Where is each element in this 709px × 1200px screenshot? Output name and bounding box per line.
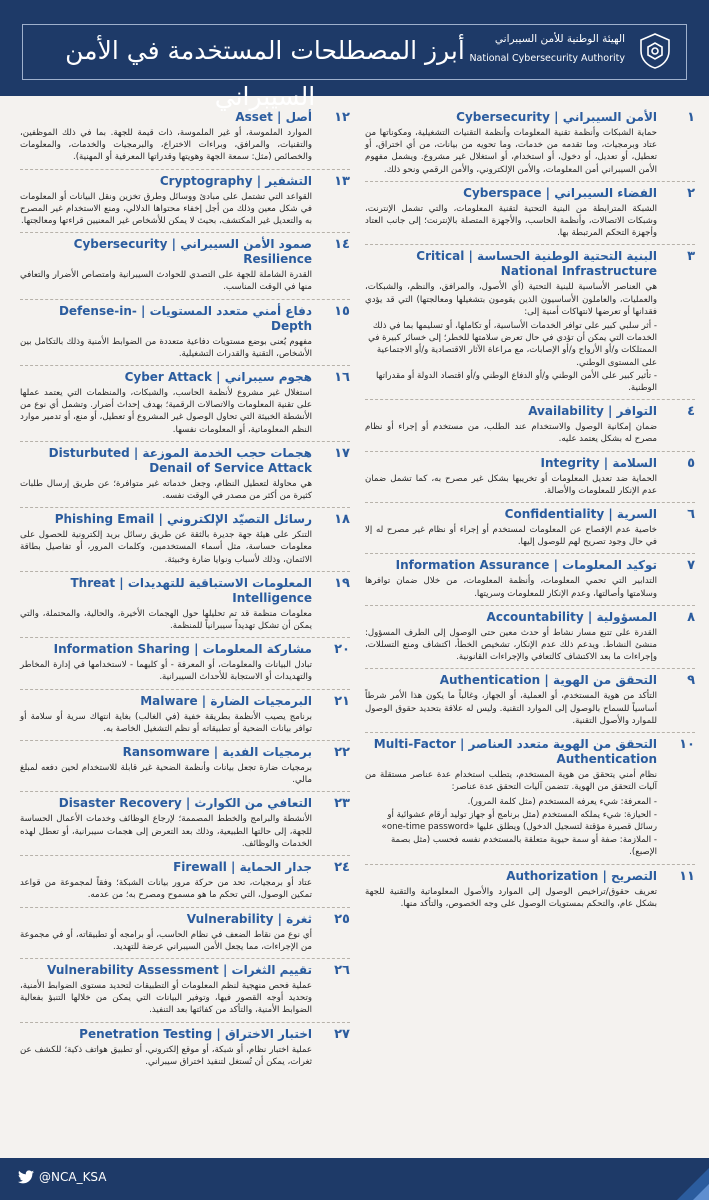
org-name-arabic: الهيئة الوطنية للأمن السيبراني bbox=[494, 33, 625, 45]
term-item bbox=[20, 860, 350, 907]
term-number: ١٣ bbox=[334, 173, 350, 189]
term-bullet: - تأثير كبير على الأمن الوطني و/أو الدفاع الوطني و/أو اقتصاد الدولة أو مقدراتها الوطنية. bbox=[376, 370, 657, 394]
term-description: الأنشطة والبرامج والخطط المصممة؛ لإرجاع الوظائف وخدمات الأعمال الحساسة للجهة، إلى حالتها الطبيعية، وذلك بعد التعرض إلى هجمات سيبرانية، أو تعطل لهذه الخدمات والوظائف. bbox=[20, 814, 312, 849]
term-item bbox=[20, 576, 350, 638]
term-heading bbox=[20, 304, 350, 334]
term-heading bbox=[20, 745, 350, 760]
term-title: التوافر | Availability bbox=[528, 404, 657, 419]
term-item bbox=[20, 745, 350, 792]
term-description: عملية فحص منهجية لنظم المعلومات أو التطبيقات لتحديد مستوى الضوابط الأمنية، وتحديد أوجه القصور فيها، وتوفير البيانات التي يمكن من خلالها التنبؤ بفعالية الضوابط الأمنية، والتأكد من كفائتها بعد التنفيذ. bbox=[20, 980, 312, 1016]
term-description: ضمان إمكانية الوصول والاستخدام عند الطلب، من مستخدم أو إجراء أو نظام مصرح له بشكل يعتمد عليه. bbox=[365, 422, 657, 445]
term-heading bbox=[365, 110, 695, 125]
term-title: التحقق من الهوية | Authentication bbox=[439, 673, 657, 688]
term-description: الموارد الملموسة، أو غير الملموسة، ذات قيمة للجهة. بما في ذلك الموظفين، والتقنيات، والمرافق، وبراءات الاختراع، والبرمجيات والخدمات، والمعلومات والخصائص (مثل: سمعة الجهة وهويتها وقدراتها المعرفية أو المهنية). bbox=[20, 128, 312, 163]
term-number: ٨ bbox=[687, 609, 695, 625]
term-heading bbox=[20, 370, 350, 385]
term-description: تعريف حقوق/تراخيص الوصول إلى الموارد والأصول المعلوماتية والتقنية للجهة بشكل عام، والتحكم بمستويات الوصول على وجه الخصوص، والتأكد منها. bbox=[365, 886, 657, 909]
term-description: استغلال غير مشروع لأنظمة الحاسب، والشبكات، والمنظمات التي يعتمد عملها على تقنية المعلومات والاتصالات الرقمية؛ بهدف إحداث أضرار. وتشمل أي نوع من الأنشطة الخبيثة التي تحاول الوصول غير المشروع أو تعطيل، أو منع، أو تدمير موارد النظم المعلوماتية، أو المعلومات نفسها. bbox=[20, 388, 312, 435]
term-item bbox=[20, 370, 350, 442]
term-item bbox=[20, 642, 350, 689]
corner-decoration bbox=[649, 1158, 709, 1200]
term-item bbox=[365, 610, 695, 670]
term-title: هجمات حجب الخدمة الموزعة | Disturbuted Denail of Service Attack bbox=[48, 445, 312, 475]
term-item bbox=[365, 558, 695, 605]
term-number: ٢ bbox=[687, 185, 695, 201]
term-title: التعافي من الكوارث | Disaster Recovery bbox=[58, 796, 312, 811]
term-number: ٢٢ bbox=[334, 745, 350, 761]
term-description: برنامج يصيب الأنظمة بطريقة خفية (في الغالب) بغاية انتهاك سرية أو سلامة أو توافر بيانات الضحية أو تطبيقاته أو نظم التشغيل الخاصة به. bbox=[20, 711, 312, 734]
term-number: ٦ bbox=[687, 507, 695, 523]
term-title: البنية التحتية الوطنية الحساسة | Critical National Infrastructure bbox=[416, 249, 657, 279]
term-heading bbox=[365, 610, 695, 625]
term-number: ١ bbox=[687, 110, 695, 125]
term-heading bbox=[365, 404, 695, 419]
org-name-english: National Cybersecurity Authority bbox=[469, 53, 625, 64]
term-description: مفهوم يُعنى بوضع مستويات دفاعية متعددة من الضوابط الأمنية وذلك بالتكامل بين الأشخاص، التقنية والقدرات التشغيلية. bbox=[20, 336, 312, 359]
page-title: أبرز المصطلحات المستخدمة في الأمن السيبراني bbox=[65, 36, 465, 111]
term-title: التشفير | Cryptography bbox=[159, 173, 312, 188]
term-number: ٥ bbox=[687, 455, 695, 471]
terms-content bbox=[0, 96, 709, 1158]
term-description: الحماية ضد تعديل المعلومات أو تخريبها بشكل غير مصرح به، كما تشمل ضمان عدم الإنكار للمعلومات والأصالة. bbox=[365, 473, 657, 496]
term-item bbox=[20, 796, 350, 856]
term-item bbox=[365, 249, 695, 400]
term-heading bbox=[20, 446, 350, 476]
nca-logo bbox=[469, 31, 675, 73]
term-title: جدار الحماية | Firewall bbox=[173, 860, 312, 875]
term-item bbox=[20, 110, 350, 170]
term-item bbox=[20, 174, 350, 234]
term-number: ٢٦ bbox=[334, 962, 350, 978]
term-title: السلامة | Integrity bbox=[540, 455, 657, 470]
term-number: ٤ bbox=[687, 404, 695, 420]
term-item bbox=[365, 110, 695, 182]
term-item bbox=[20, 237, 350, 299]
term-bullet-list bbox=[365, 320, 695, 394]
term-title: هجوم سيبراني | Cyber Attack bbox=[124, 370, 312, 385]
term-title: برمجيات الفدية | Ransomware bbox=[122, 745, 312, 760]
term-title: الفضاء السيبراني | Cyberspace bbox=[463, 185, 657, 200]
term-heading bbox=[20, 912, 350, 927]
term-number: ٣ bbox=[687, 249, 695, 265]
nca-emblem-icon bbox=[635, 31, 675, 71]
term-title: دفاع أمني متعدد المستويات | Defense-in-Depth bbox=[58, 303, 312, 333]
term-number: ٢٣ bbox=[334, 796, 350, 812]
term-heading bbox=[20, 963, 350, 978]
term-number: ٩ bbox=[687, 673, 695, 689]
handle-text: @NCA_KSA bbox=[39, 1170, 107, 1184]
footer-bar bbox=[0, 1158, 709, 1200]
term-description: التدابير التي تحمي المعلومات، وأنظمة المعلومات، من خلال ضمان توافرها وسلامتها وأصالتها، وعدم الإنكار للمعلومات وسريتها. bbox=[365, 576, 657, 599]
term-item bbox=[365, 404, 695, 451]
term-item bbox=[365, 869, 695, 915]
term-number: ٢٧ bbox=[334, 1026, 350, 1042]
term-description: القواعد التي تشتمل على مبادئ ووسائل وطرق تخزين ونقل البيانات أو المعلومات في شكل معين وذلك من أجل إخفاء محتواها الدلالي، ومنع الاستخدام غير المصرح به والتعديل غير المكتشف، بحيث لا يمكن للأشخاص غير المعنيين قراءتها ومعالجتها. bbox=[20, 191, 312, 227]
term-item bbox=[20, 512, 350, 572]
term-description: عملية اختبار نظام، أو شبكة، أو موقع إلكتروني، أو تطبيق هواتف ذكية؛ للكشف عن ثغرات، يمكن أن تُستغل لتنفيذ اختراق سيبراني. bbox=[20, 1044, 312, 1067]
term-heading bbox=[365, 558, 695, 573]
term-heading bbox=[365, 456, 695, 471]
term-title: المعلومات الاستباقية للتهديدات | Threat Intelligence bbox=[70, 575, 312, 605]
term-title: مشاركة المعلومات | Information Sharing bbox=[53, 642, 312, 657]
term-number: ٢٥ bbox=[334, 911, 350, 927]
term-heading bbox=[365, 249, 695, 279]
term-number: ١٧ bbox=[334, 445, 350, 461]
terms-column-left bbox=[20, 110, 350, 1077]
term-number: ١٨ bbox=[334, 512, 350, 528]
term-heading bbox=[20, 512, 350, 527]
term-bullet: - الحيازة: شيء يملكه المستخدم (مثل برنامج أو جهاز توليد أرقام عشوائية أو رسائل قصيرة مؤقتة لتسجيل الدخول) ويطلق عليها «one-time password» bbox=[381, 809, 657, 832]
term-heading bbox=[365, 737, 695, 767]
term-description: حماية الشبكات وأنظمة تقنية المعلومات وأنظمة التقنيات التشغيلية، ومكوناتها من عتاد وبرمجيات، وما تقدمه من خدمات، وما تحويه من بيانات، من أي اختراق، أو تعطيل، أو تعديل، أو دخول، أو استخدام، أو استغلال غير مشروع. ويشمل مفهوم الأمن السيبراني أمن المعلومات، والأمن الإلكتروني، والأمن الرقمي ونحو ذلك. bbox=[365, 128, 657, 175]
term-title: صمود الأمن السيبراني | Cybersecurity Resilience bbox=[73, 237, 312, 267]
term-number: ١٥ bbox=[334, 303, 350, 319]
term-item bbox=[20, 963, 350, 1023]
social-handle[interactable] bbox=[18, 1170, 106, 1184]
term-number: ٢١ bbox=[334, 693, 350, 709]
term-item bbox=[365, 673, 695, 733]
term-item bbox=[20, 694, 350, 741]
term-title: أصل | Asset bbox=[235, 110, 312, 124]
term-description: تبادل البيانات والمعلومات، أو المعرفة - أو كليهما - لاستخدامها في إدارة المخاطر والتهديدات أو الاستجابة للأحداث السيبرانية. bbox=[20, 660, 312, 683]
term-title: التحقق من الهوية متعدد العناصر | Multi-Factor Authentication bbox=[373, 737, 657, 767]
term-heading bbox=[20, 642, 350, 657]
term-number: ١٤ bbox=[334, 237, 350, 253]
term-heading bbox=[20, 174, 350, 189]
term-heading bbox=[20, 237, 350, 267]
term-number: ١٦ bbox=[334, 370, 350, 386]
terms-column-right bbox=[365, 110, 695, 919]
term-bullet: - المعرفة: شيء يعرفه المستخدم (مثل كلمة المرور). bbox=[467, 796, 657, 807]
term-item bbox=[20, 304, 350, 366]
term-heading bbox=[20, 1027, 350, 1042]
term-heading bbox=[365, 507, 695, 522]
term-heading bbox=[20, 796, 350, 811]
term-heading bbox=[20, 576, 350, 606]
term-bullet-list bbox=[365, 796, 695, 859]
term-description: الشبكة المترابطة من البنية التحتية لتقنية المعلومات، والتي تشمل الإنترنت، وشبكات الاتصالات، وأنظمة الحاسب، والأجهزة المتصلة بالإنترنت؛ إلى جانب العتاد وأجهزة التحكم المرتبطة بها. bbox=[365, 203, 657, 239]
term-number: ٧ bbox=[687, 558, 695, 574]
term-number: ٢٤ bbox=[334, 860, 350, 876]
term-description: عتاد أو برمجيات، تحد من حركة مرور بيانات الشبكة؛ وفقاً لمجموعة من قواعد تمكين الوصول، التي تحكم ما هو مسموح ومصرح به؛ من عدمه. bbox=[20, 878, 312, 901]
term-heading bbox=[365, 869, 695, 884]
term-title: السرية | Confidentiality bbox=[504, 507, 657, 522]
term-number: ١٢ bbox=[334, 110, 350, 125]
header-banner bbox=[0, 0, 709, 111]
term-title: رسائل التصيّد الإلكتروني | Phishing Email bbox=[54, 512, 312, 527]
term-bullet: - أثر سلبي كبير على توافر الخدمات الأساسية، أو تكاملها، أو تسليمها بما في ذلك الخدمات التي يمكن أن تؤدي في حال تعرض سلامتها للخطر؛ إلى خسائر كبيرة في الممتلكات و/أو الأرواح و/أو الإصابات، مع مراعاة الآثار الاقتصادية و/أو الاجتماعية على المستوى الوطني. bbox=[368, 321, 657, 368]
term-number: ١٩ bbox=[334, 575, 350, 591]
term-heading bbox=[365, 186, 695, 201]
term-description: التأكد من هوية المستخدم، أو العملية، أو الجهاز، وغالباً ما يكون هذا الأمر شرطاً أساسياً للسماح بالوصول إلى الموارد التقنية. وليس له علاقة بتحديد حقوق الوصول للموارد والأصول التقنية. bbox=[365, 691, 657, 726]
term-title: البرمجيات الضارة | Malware bbox=[140, 693, 312, 708]
term-bullet: - الملازمة: صفة أو سمة حيوية متعلقة بالمستخدم نفسه فحسب (مثل بصمة الإصبع). bbox=[390, 835, 657, 858]
term-title: ثغرة | Vulnerability bbox=[186, 911, 312, 926]
term-title: اختبار الاختراق | Penetration Testing bbox=[79, 1026, 312, 1041]
term-description: هي العناصر الأساسية للبنية التحتية (أي الأصول، والمرافق، والنظم، والشبكات، والعمليات، والعاملون الأساسيون الذين يقومون بتشغيلها ومعالجتها) التي قد يؤدي فقدانها أو تعرضها لانتهاكات أمنية إلى: bbox=[365, 282, 657, 317]
term-title: المسؤولية | Accountability bbox=[486, 609, 657, 624]
term-item bbox=[365, 737, 695, 864]
term-item bbox=[365, 507, 695, 554]
term-number: ١٠ bbox=[679, 737, 695, 753]
term-title: الأمن السيبراني | Cybersecurity bbox=[456, 110, 657, 124]
term-description: أي نوع من نقاط الضعف في نظام الحاسب، أو برامجه أو تطبيقاته، أو في مجموعة من الإجراءات، مما يجعل الأمن السيبراني عرضة للتهديد. bbox=[20, 929, 312, 952]
term-item bbox=[20, 912, 350, 959]
term-description: برمجيات ضارة تجعل بيانات وأنظمة الضحية غير قابلة للاستخدام لحين دفعه لمبلغ مالي. bbox=[20, 763, 312, 786]
term-number: ٢٠ bbox=[334, 642, 350, 658]
term-description: نظام أمني يتحقق من هوية المستخدم، يتطلب استخدام عدة عناصر مستقلة من آليات التحقق من الهوية. تتضمن آليات التحقق عدة عناصر: bbox=[365, 770, 657, 793]
term-title: توكيد المعلومات | Information Assurance bbox=[395, 558, 657, 573]
twitter-bird-icon bbox=[18, 1170, 34, 1184]
term-description: القدرة على تتبع مسار نشاط أو حدث معين حتى الوصول إلى الطرف المسؤول: منشئ النشاط. ويدعم ذلك عدم الإنكار، تشخيص الخطأ، اكتشاف ومنع التسللات، وإجراءات ما بعد الاكتشاف كالتعافي والإجراءات القانونية. bbox=[365, 627, 657, 663]
term-heading bbox=[365, 673, 695, 688]
term-description: التنكر على هيئة جهة جديرة بالثقة عن طريق رسائل بريد إلكترونية للحصول على معلومات حساسة، مثل أسماء المستخدمين، وكلمات المرور، أو تفاصيل بطاقة الائتمان، وذلك لأسباب ونوايا ضارة وخبيثة. bbox=[20, 530, 312, 565]
term-title: التصريح | Authorization bbox=[506, 868, 657, 883]
term-item bbox=[365, 186, 695, 246]
term-description: خاصية عدم الإفصاح عن المعلومات لمستخدم أو إجراء أو نظام غير مصرح له إلا في حال وجود تصريح لهم للوصول إليها. bbox=[365, 525, 657, 548]
term-item bbox=[20, 446, 350, 508]
term-number: ١١ bbox=[679, 868, 695, 884]
term-description: معلومات منظمة قد تم تحليلها حول الهجمات الأخيرة، والحالية، والمحتملة، والتي يمكن أن تشكل تهديداً سيبرانياً للمنظمة. bbox=[20, 608, 312, 632]
term-description: هي محاولة لتعطيل النظام، وجعل خدماته غير متوافرة؛ عن طريق إرسال طلبات كثيرة من أكثر من مصدر في الوقت نفسه. bbox=[20, 478, 312, 502]
term-item bbox=[20, 1027, 350, 1073]
term-title: تقييم الثغرات | Vulnerability Assessment bbox=[47, 962, 312, 977]
term-item bbox=[365, 456, 695, 503]
term-heading bbox=[20, 694, 350, 709]
term-heading bbox=[20, 860, 350, 875]
term-heading bbox=[20, 110, 350, 125]
term-description: القدرة الشاملة للجهة على التصدي للحوادث السيبرانية وامتصاص الأضرار والتعافي منها في الوقت المناسب. bbox=[20, 270, 312, 293]
